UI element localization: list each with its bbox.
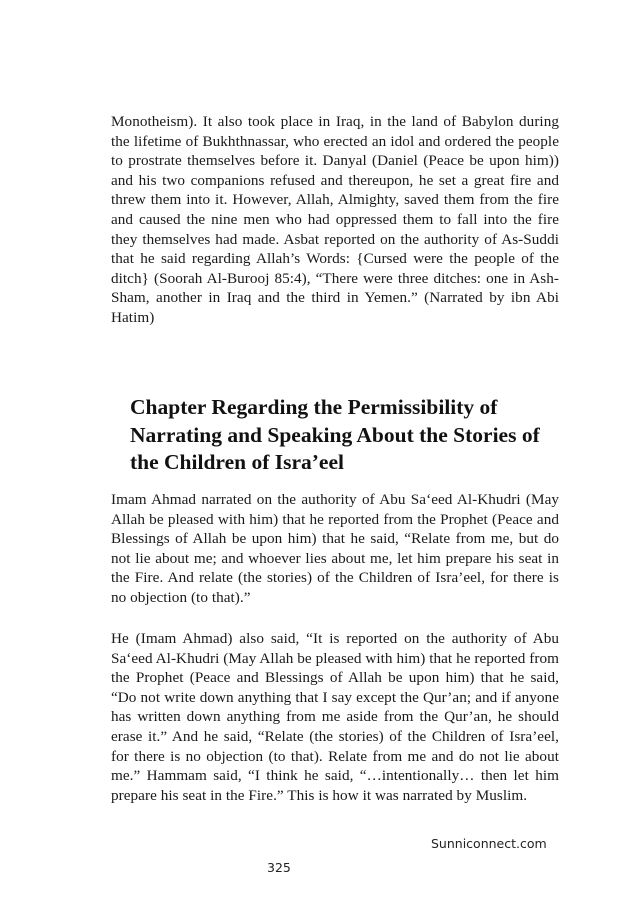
watermark-text: Sunniconnect.com	[431, 836, 547, 851]
paragraph-continued: Monotheism). It also took place in Iraq, in the land of Babylon during the lifetime of Bukhthnassar, who erected an idol and ordered the people to prostrate themselves before it. Danyal (Daniel (Peace be upon him)) and his two companions refused and thereupon, he set a great fire and threw them into it. However, Allah, Almighty, saved them from the fire and caused the nine men who had oppressed them to fall into the fire they themselves had made. Asbat reported on the authority of As-Suddi that he said regarding Allah’s Words: {Cursed were the people of the ditch} (Soorah Al-Burooj 85:4), “There were three ditches: one in Ash-Sham, another in Iraq and the third in Yemen.” (Narrated by ibn Abi Hatim)	[111, 113, 559, 326]
chapter-heading: Chapter Regarding the Permissibility of Narrating and Speaking About the Stories of the Children of Isra’eel	[130, 395, 540, 474]
paragraph-imam-ahmad-narration: Imam Ahmad narrated on the authority of Abu Sa‘eed Al-Khudri (May Allah be pleased with him) that he reported from the Prophet (Peace and Blessings of Allah be upon him) that he said, “Relate from me, but do not lie about me; and whoever lies about me, let him prepare his seat in the Fire. And relate (the stories) of the Children of Isra’eel, for there is no objection (to that).”	[111, 491, 559, 606]
page-number: 325	[267, 860, 291, 875]
paragraph-imam-ahmad-second-narration: He (Imam Ahmad) also said, “It is reported on the authority of Abu Sa‘eed Al-Khudri (May Allah be pleased with him) that he reported from the Prophet (Peace and Blessings of Allah be upon him) that he said, “Do not write down anything that I say except the Qur’an; and if anyone has written down anything from me aside from the Qur’an, he should erase it.” And he said, “Relate (the stories) of the Children of Isra’eel, for there is no objection (to that). Relate from me and do not lie about me.” Hammam said, “I think he said, “…intentionally… then let him prepare his seat in the Fire.” This is how it was narrated by Muslim.	[111, 630, 559, 804]
